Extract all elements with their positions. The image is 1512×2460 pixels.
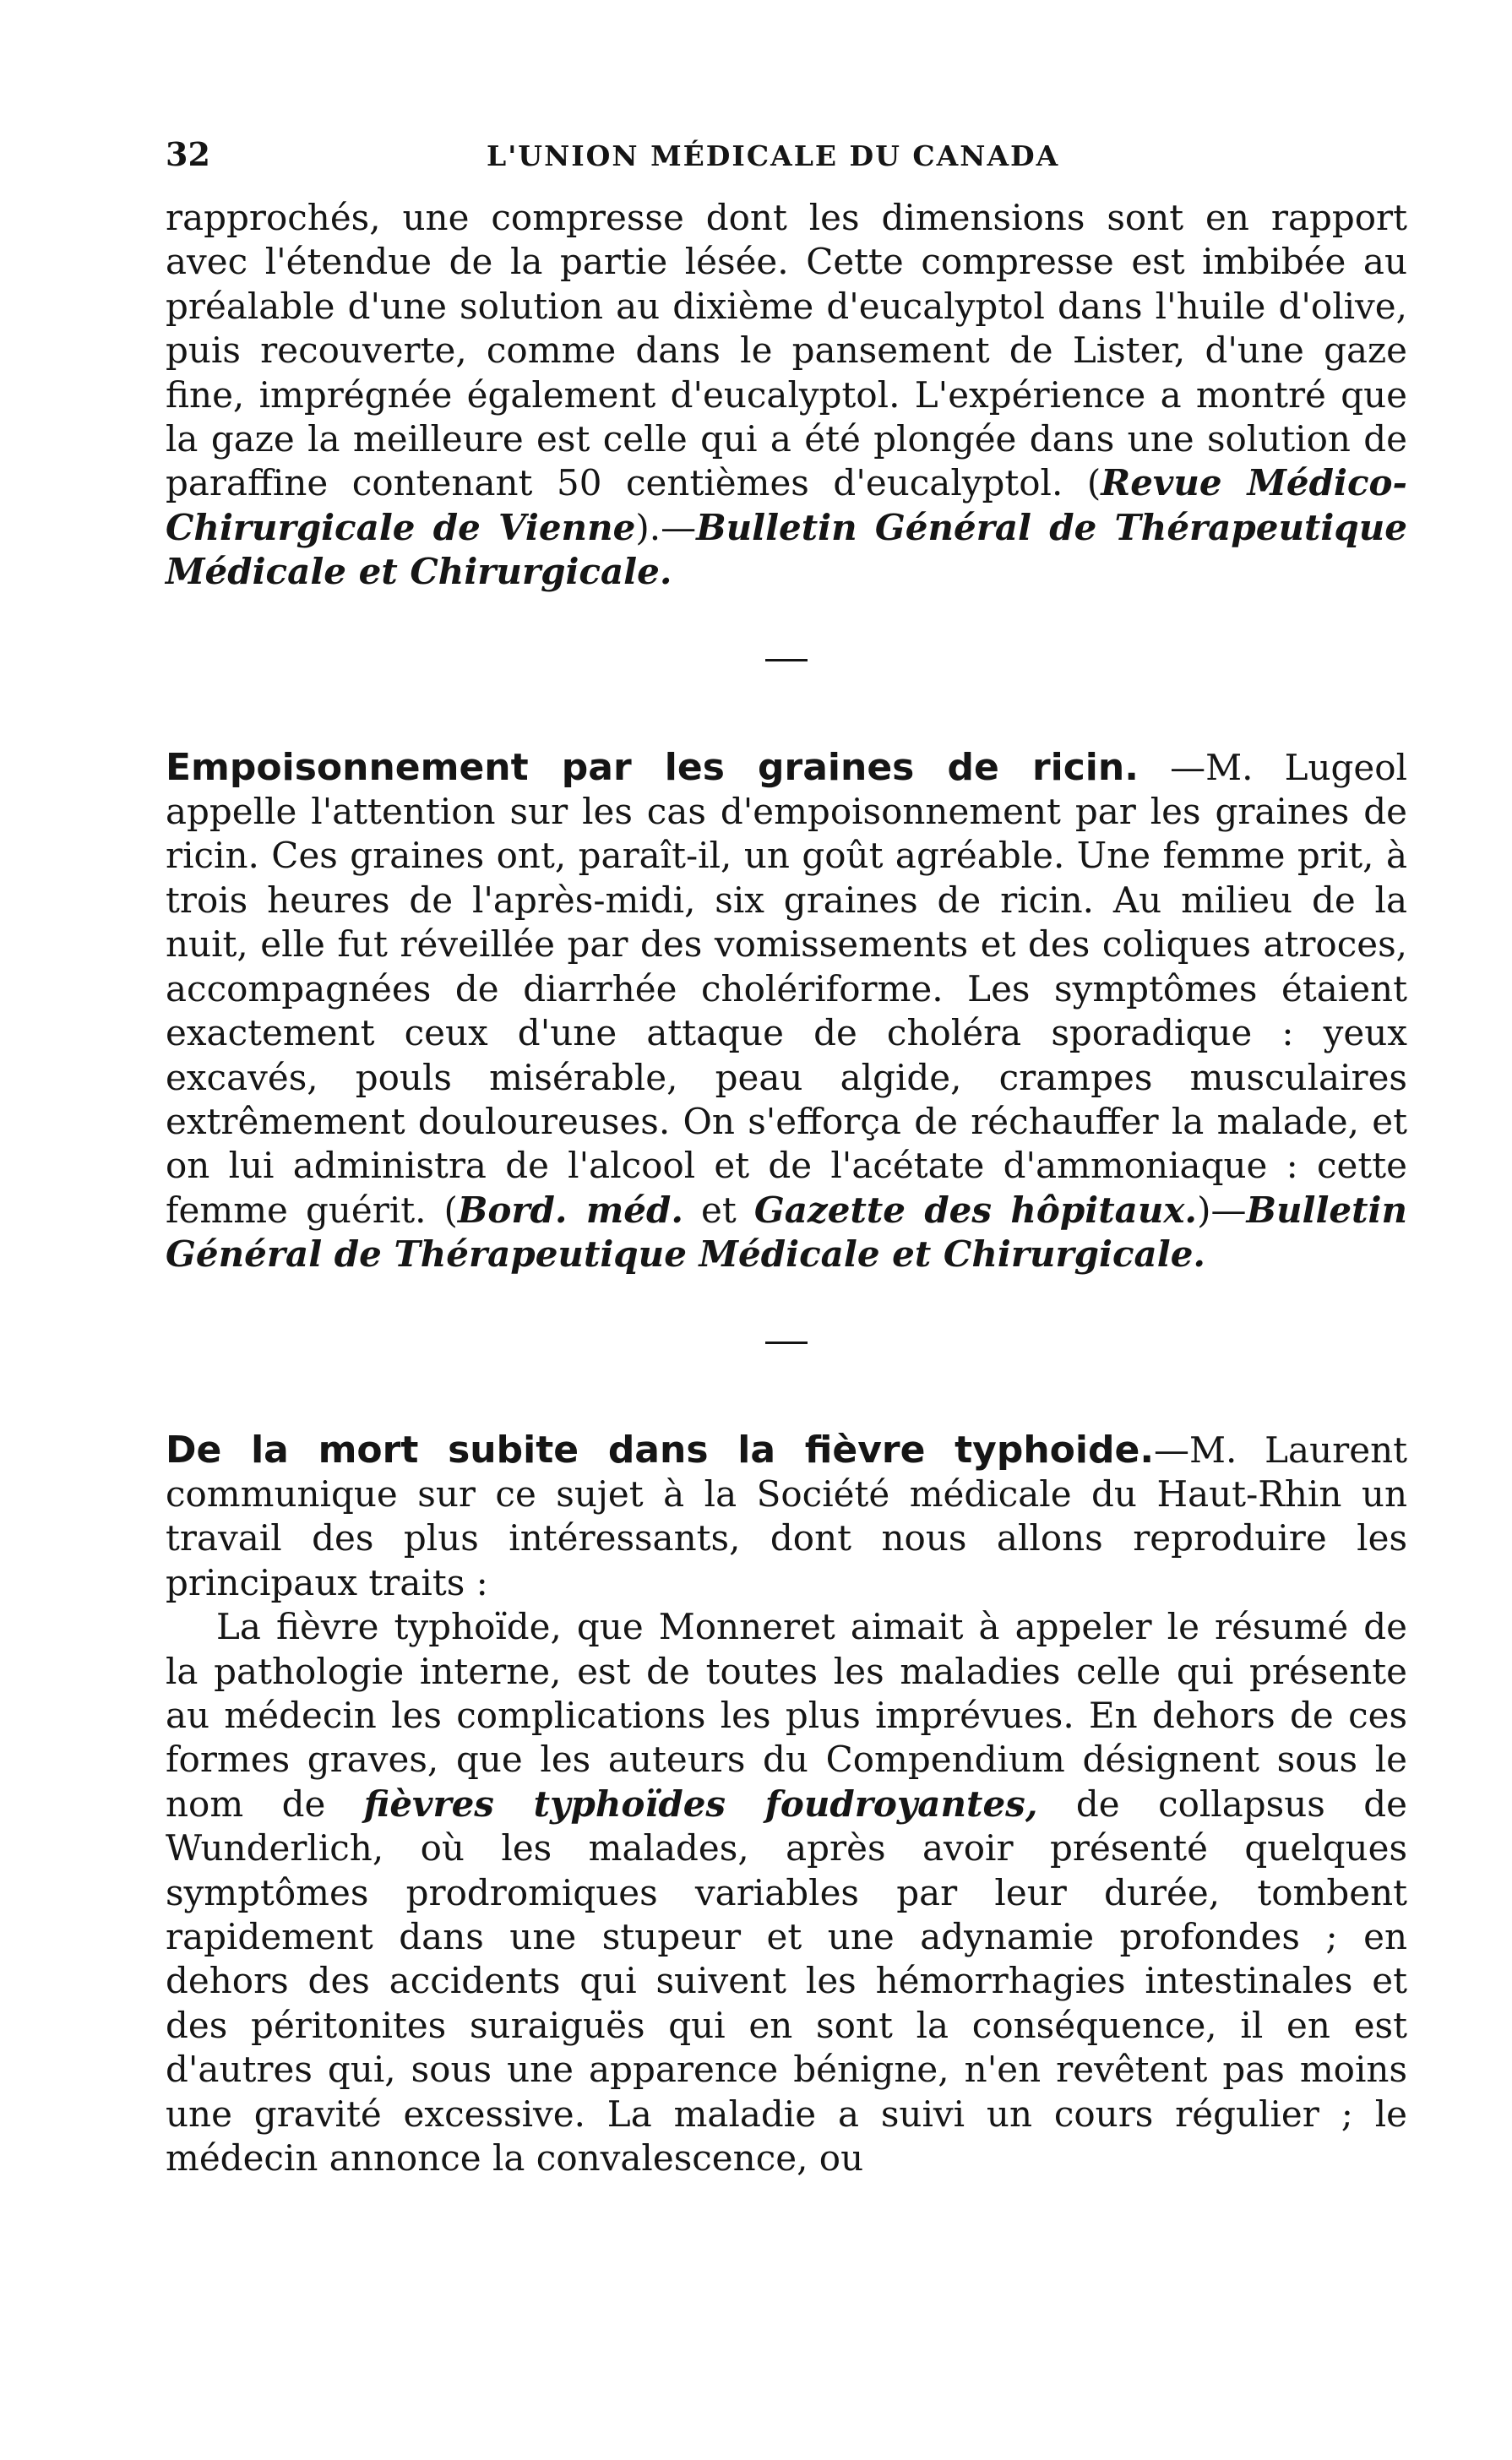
conjunction: et [683,1189,754,1231]
section-divider [765,1342,808,1344]
journal-title: L'UNION MÉDICALE DU CANADA [487,139,1060,172]
article-ricin [166,746,1407,1277]
italic-term: fièvres typhoïdes foudroyantes, [363,1782,1038,1825]
article-text: de collapsus de Wunderlich, où les malades, après avoir présenté quelques symptômes prodromiques variables par leur durée, tombent rapidement dans une stupeur et une adynamie profondes ; en dehors des accidents qui suivent les hémorrhagies intestinales et des péritonites suraiguës qui en sont la conséquence, il en est d'autres qui, sous une apparence bénigne, n'en revêtent pas moins une gravité excessive. La maladie a suivi un cours régulier ; le médecin annonce la convalescence, ou [166,1782,1408,2180]
citation: Gazette des hôpitaux. [753,1189,1198,1231]
page-number: 32 [166,135,210,173]
section-divider [765,659,808,661]
section-title: De la mort subite dans la fièvre typhoide. [166,1428,1155,1472]
article-text: La fièvre typhoïde, que Monneret aimait à appeler le résumé de la pathologie interne, est de toutes les maladies celle qui présente au médecin les complications les plus imprévues. En dehors de ces formes graves, que les auteurs du Compendium désignent sous le nom de [166,1606,1407,1825]
article-typhoid-intro [166,1429,1407,1606]
article-eucalyptol-continued [166,196,1407,595]
running-head [166,135,1407,186]
separator: )— [1197,1189,1247,1231]
citation: Revue Médico-Chirurgicale de Vienne [166,462,1407,548]
section-title: Empoisonnement par les graines de ricin. [166,745,1139,789]
page [166,135,1407,2180]
article-text: rapprochés, une compresse dont les dimensions sont en rapport avec l'étendue de la partie lésée. Cette compresse est imbibée au préalable d'une solution au dixième d'eucalyptol dans l'huile d'olive, puis recouverte, comme dans le pansement de Lister, d'une gaze fine, imprégnée également d'eucalyptol. L'expérience a montré que la gaze la meilleure est celle qui a été plongée dans une solution de paraffine contenant 50 centièmes d'eucalyptol. ( [166,197,1407,504]
article-text: —M. Lugeol appelle l'attention sur les cas d'empoisonnement par les graines de ricin. Ces graines ont, paraît-il, un goût agréable. Une femme prit, à trois heures de l'après-midi, six graines de ricin. Au milieu de la nuit, elle fut réveillée par des vomissements et des coliques atroces, accompagnées de diarrhée cholériforme. Les symptômes étaient exactement ceux d'une attaque de choléra sporadique : yeux excavés, pouls misérable, peau algide, crampes musculaires extrêmement douloureuses. On s'efforça de réchauffer la malade, et on lui administra de l'alcool et de l'acétate d'ammoniaque : cette femme guérit. ( [166,746,1408,1231]
source: Bulletin Général de Thérapeutique Médicale et Chirurgicale. [166,1189,1408,1276]
article-typhoid-paragraph [166,1605,1407,2180]
citation: Bord. méd. [457,1189,683,1231]
source: Bulletin Général de Thérapeutique Médicale et Chirurgicale. [166,506,1407,593]
separator: ).— [635,506,697,548]
article-text: —M. Laurent communique sur ce sujet à la Société médicale du Haut-Rhin un travail des plus intéressants, dont nous allons reproduire les principaux traits : [166,1429,1407,1603]
